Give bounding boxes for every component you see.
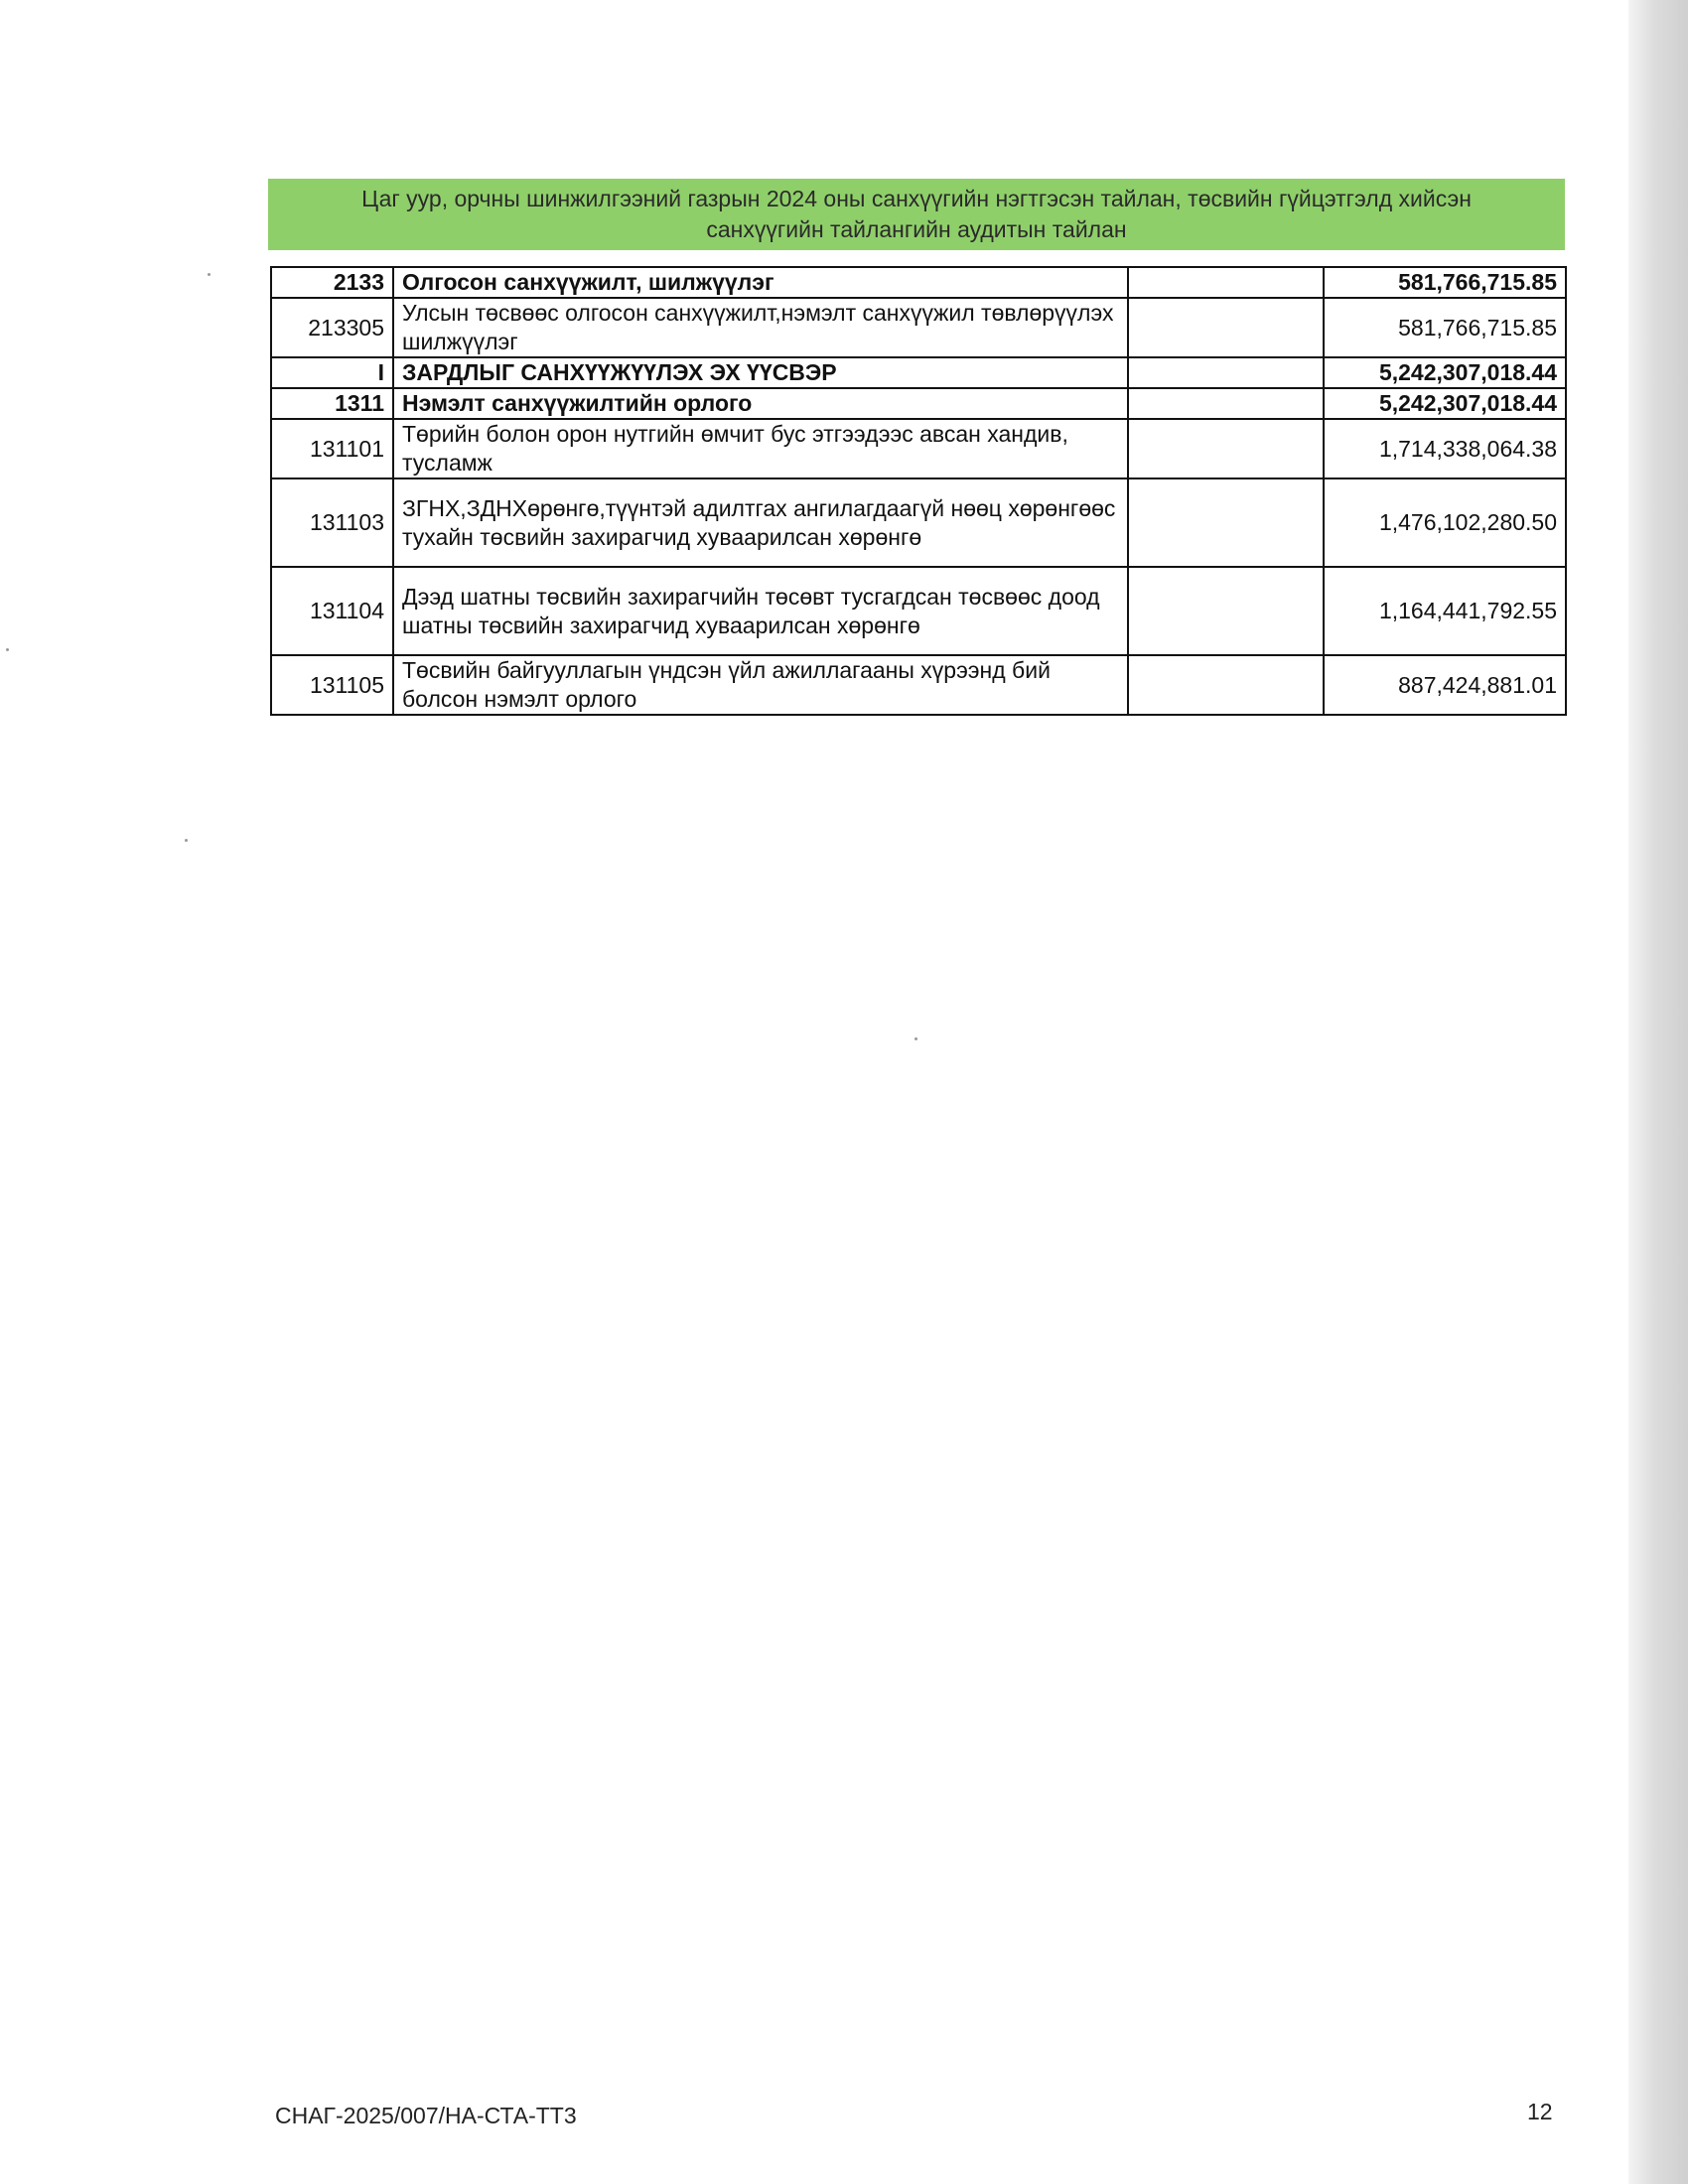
page-number: 12 bbox=[1527, 2099, 1553, 2124]
table-row bbox=[271, 388, 1566, 419]
row-code: 131103 bbox=[271, 478, 393, 567]
row-name: Дээд шатны төсвийн захирагчийн төсөвт тусгагдсан төсвөөс доод шатны төсвийн захирагчид хуваарилсан хөрөнгө bbox=[393, 567, 1128, 655]
row-empty-cell bbox=[1128, 267, 1324, 298]
table-row bbox=[271, 357, 1566, 388]
row-amount: 887,424,881.01 bbox=[1324, 655, 1566, 715]
row-code: 131104 bbox=[271, 567, 393, 655]
document-reference: СНАГ-2025/007/НА-СТА-ТТ3 bbox=[275, 2103, 577, 2128]
row-empty-cell bbox=[1128, 357, 1324, 388]
row-amount: 1,476,102,280.50 bbox=[1324, 478, 1566, 567]
scan-speck bbox=[914, 1037, 917, 1040]
row-code: 1311 bbox=[271, 388, 393, 419]
row-amount: 5,242,307,018.44 bbox=[1324, 388, 1566, 419]
row-amount: 1,164,441,792.55 bbox=[1324, 567, 1566, 655]
row-name: ЗГНХ,ЗДНХөрөнгө,түүнтэй адилтгах ангилагдаагүй нөөц хөрөнгөөс тухайн төсвийн захирагчид хуваарилсан хөрөнгө bbox=[393, 478, 1128, 567]
table-row bbox=[271, 267, 1566, 298]
row-name: Нэмэлт санхүүжилтийн орлого bbox=[393, 388, 1128, 419]
scan-speck bbox=[185, 839, 188, 842]
row-empty-cell bbox=[1128, 298, 1324, 357]
row-name: Төсвийн байгууллагын үндсэн үйл ажиллагааны хүрээнд бий болсон нэмэлт орлого bbox=[393, 655, 1128, 715]
row-code: 131105 bbox=[271, 655, 393, 715]
row-code: 2133 bbox=[271, 267, 393, 298]
row-amount: 5,242,307,018.44 bbox=[1324, 357, 1566, 388]
row-code: 131101 bbox=[271, 419, 393, 478]
row-name: ЗАРДЛЫГ САНХҮҮЖҮҮЛЭХ ЭХ ҮҮСВЭР bbox=[393, 357, 1128, 388]
report-title-banner bbox=[268, 179, 1565, 250]
row-empty-cell bbox=[1128, 478, 1324, 567]
row-empty-cell bbox=[1128, 388, 1324, 419]
table-row bbox=[271, 655, 1566, 715]
row-empty-cell bbox=[1128, 419, 1324, 478]
row-name: Олгосон санхүүжилт, шилжүүлэг bbox=[393, 267, 1128, 298]
scan-speck bbox=[208, 273, 211, 276]
row-empty-cell bbox=[1128, 567, 1324, 655]
table-row bbox=[271, 298, 1566, 357]
row-amount: 581,766,715.85 bbox=[1324, 298, 1566, 357]
table-row bbox=[271, 419, 1566, 478]
table-row bbox=[271, 567, 1566, 655]
row-code: 213305 bbox=[271, 298, 393, 357]
row-name: Төрийн болон орон нутгийн өмчит бус этгээдээс авсан хандив, тусламж bbox=[393, 419, 1128, 478]
row-amount: 1,714,338,064.38 bbox=[1324, 419, 1566, 478]
financing-table bbox=[270, 266, 1567, 716]
report-title: Цаг уур, орчны шинжилгээний газрын 2024 оны санхүүгийн нэгтгэсэн тайлан, төсвийн гүйцэтгэлд хийсэн санхүүгийн тайлангийн аудитын тайлан bbox=[361, 186, 1472, 242]
page-edge-shadow bbox=[1628, 0, 1688, 2184]
row-name: Улсын төсвөөс олгосон санхүүжилт,нэмэлт санхүүжил төвлөрүүлэх шилжүүлэг bbox=[393, 298, 1128, 357]
row-empty-cell bbox=[1128, 655, 1324, 715]
row-amount: 581,766,715.85 bbox=[1324, 267, 1566, 298]
row-code: I bbox=[271, 357, 393, 388]
table-row bbox=[271, 478, 1566, 567]
scan-speck bbox=[6, 648, 9, 651]
